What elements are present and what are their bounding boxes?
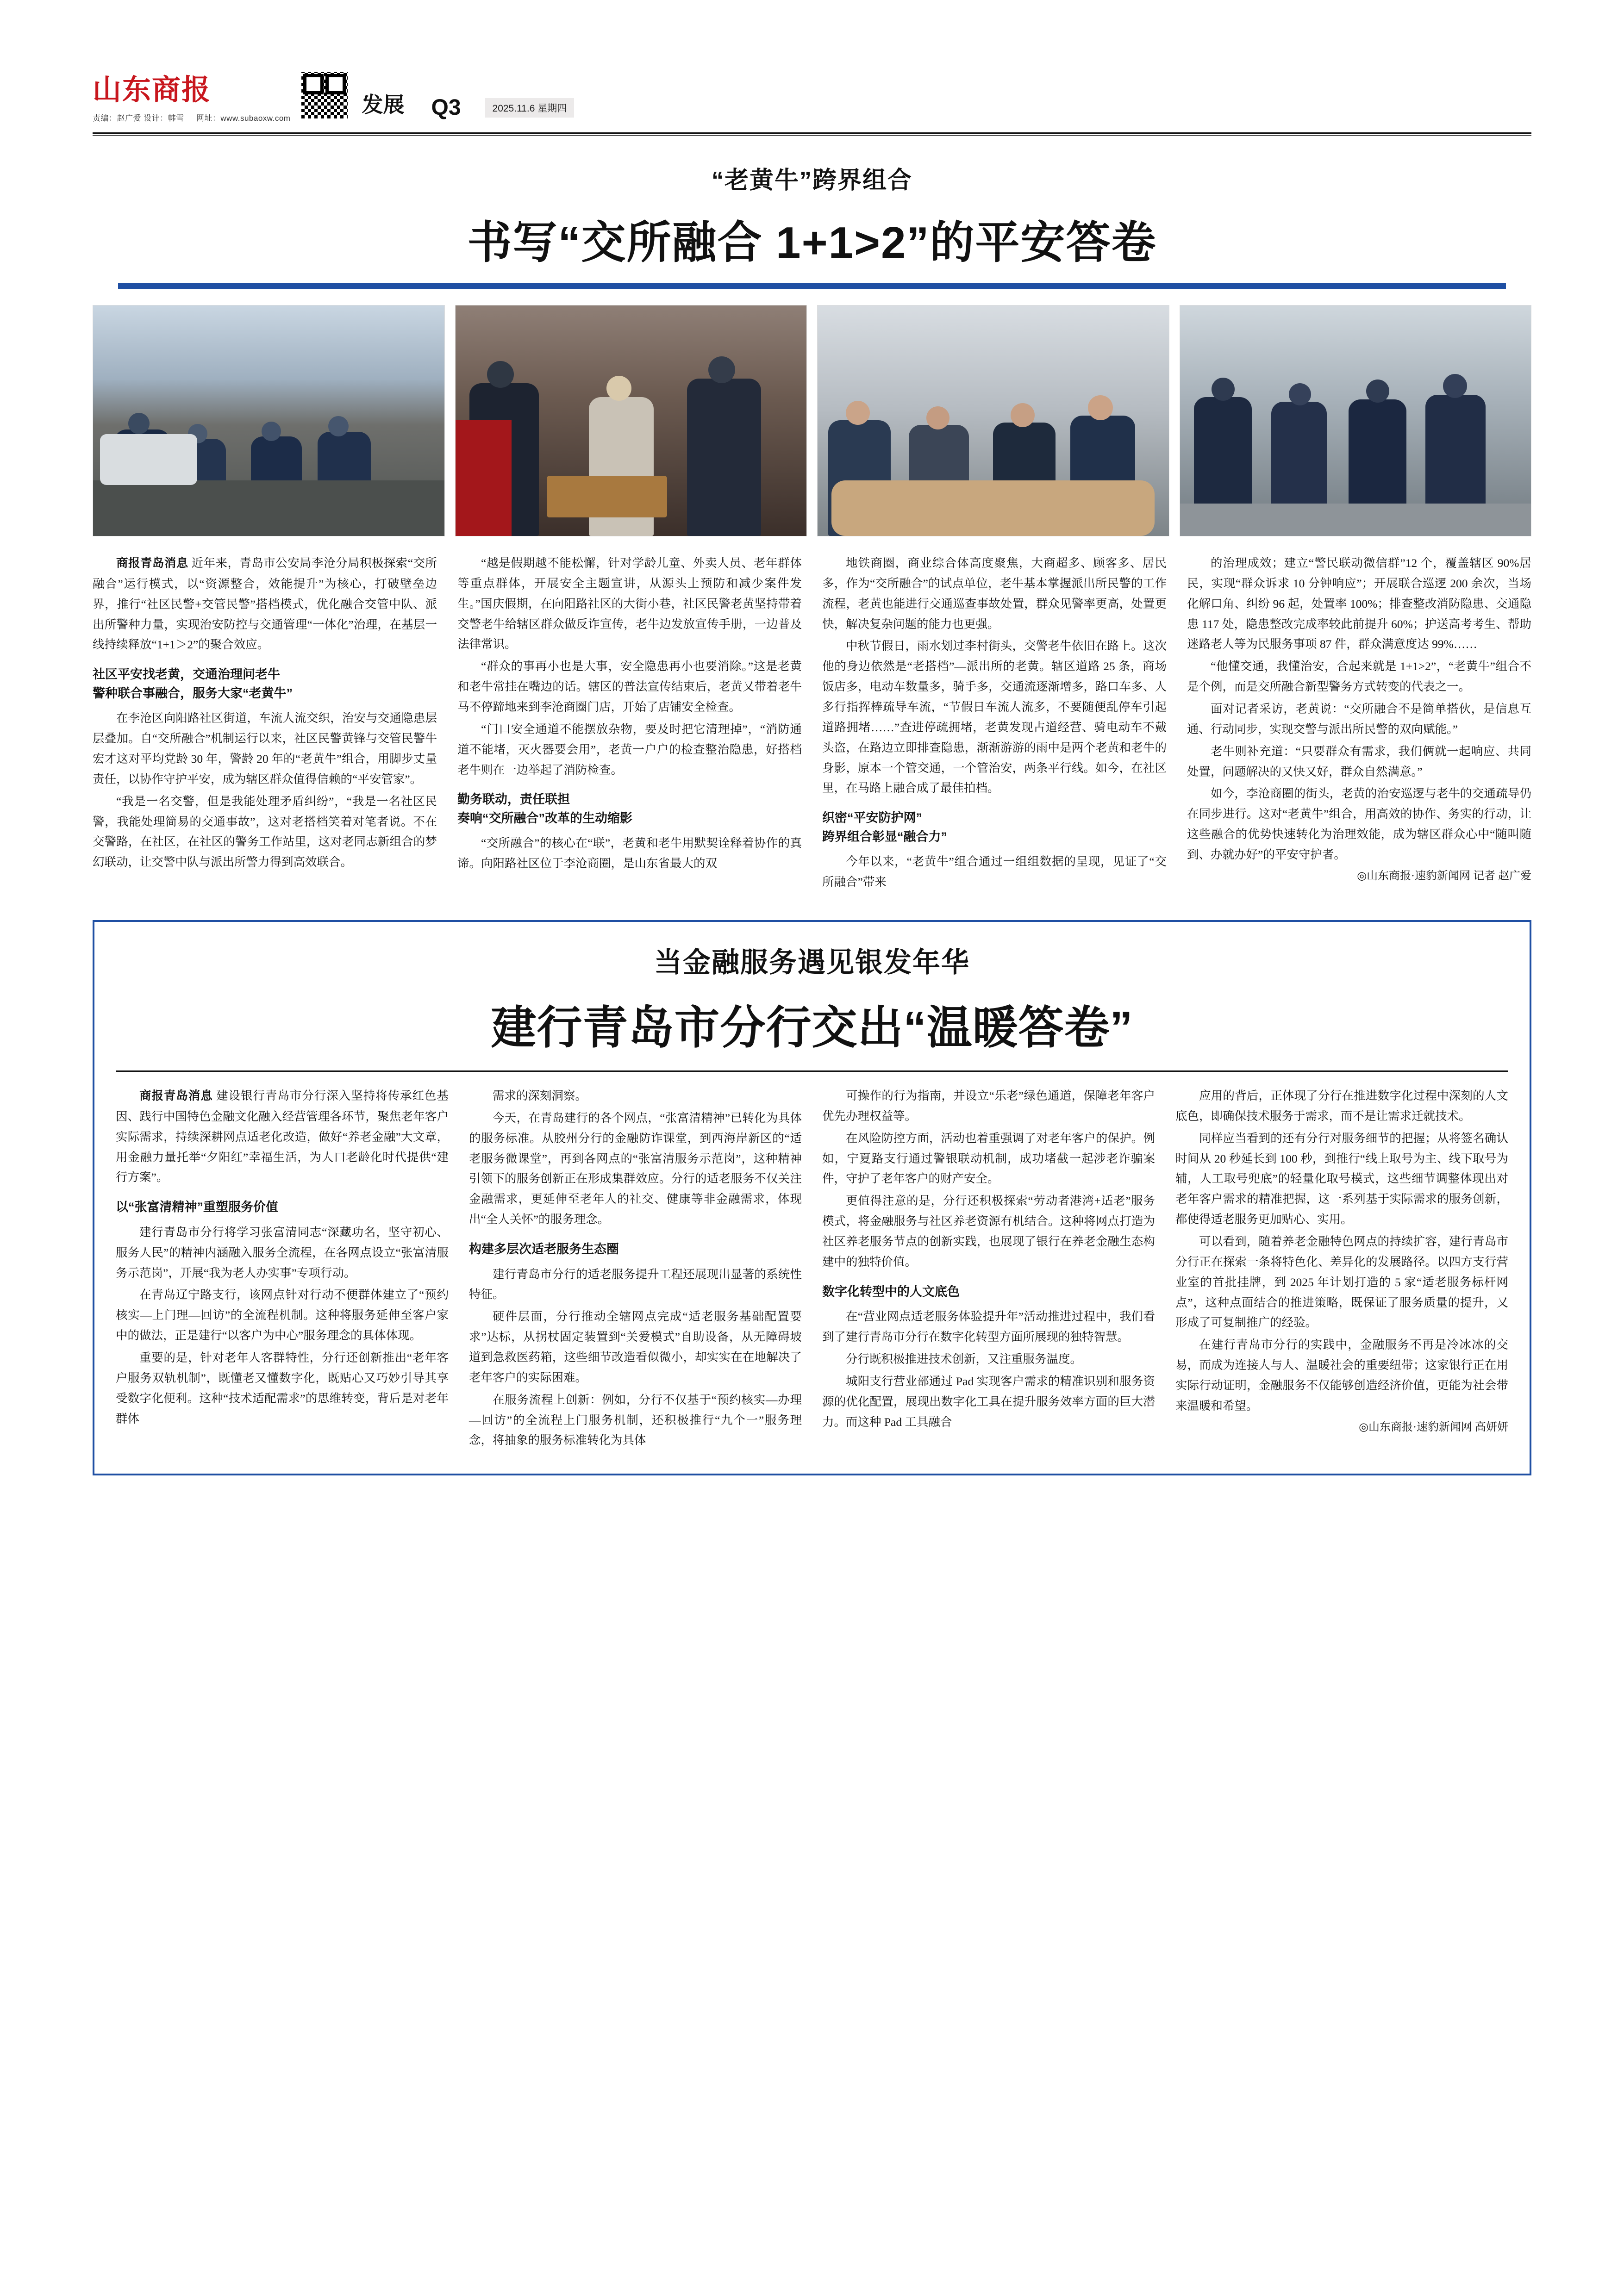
article2-headline: 建行青岛市分行交出“温暖答卷”: [491, 1002, 1133, 1053]
headline-underline: [118, 283, 1506, 289]
masthead-credits: [93, 112, 290, 123]
paragraph: “他懂交通，我懂治安，合起来就是 1+1>2”，“老黄牛”组合不是个例，而是交所融合新型警务方式转变的代表之一。: [1187, 660, 1531, 694]
publication-date: 2025.11.6 星期四: [485, 98, 575, 118]
newspaper-logo: [93, 75, 290, 123]
paragraph: “群众的事再小也是大事，安全隐患再小也要消除。”这是老黄和老牛常挂在嘴边的话。辖区的普法宣传结束后，老黄又带着老牛马不停蹄地来到李沧商圈门店，开始了店铺安全检查。: [457, 660, 802, 714]
paragraph: 在风险防控方面，活动也着重强调了对老年客户的保护。例如，宁夏路支行通过警银联动机制，成功堵截一起涉老诈骗案件，守护了老年客户的财产安全。: [822, 1131, 1155, 1186]
paragraph: 商报青岛消息 建设银行青岛市分行深入坚持将传承红色基因、践行中国特色金融文化融入经营管理各环节，聚焦老年客户实际需求，持续深耕网点适老化改造，做好“养老金融”大文章，用金融力量托举“夕阳红”幸福生活，为人口老龄化时代提供“建行方案”。: [116, 1089, 449, 1184]
article2-column-1: [116, 1086, 449, 1452]
article1-column-2: [457, 553, 802, 894]
paragraph: 如今，李沧商圈的街头，老黄的治安巡逻与老牛的交通疏导仍在同步进行。这对“老黄牛”组合，用高效的协作、务实的行动，让这些融合的优势快速转化为治理效能，成为辖区群众心中“随叫随到、办就办好”的平安守护者。: [1187, 787, 1531, 862]
dateline-label: 商报青岛消息: [139, 1089, 213, 1103]
article2-byline: ◎山东商报·速豹新闻网 高妍妍: [1359, 1421, 1508, 1433]
article2-container: [93, 920, 1531, 1475]
article2-subhead-1: 以“张富清精神”重塑服务价值: [116, 1200, 278, 1214]
article1-byline: ◎山东商报·速豹新闻网 记者 赵广爱: [1357, 870, 1531, 882]
article1-shoulder: “老黄牛”跨界组合: [711, 167, 912, 194]
paragraph: 建行青岛市分行的适老服务提升工程还展现出显著的系统性特征。: [469, 1267, 802, 1301]
photo-meeting-room: [817, 305, 1169, 536]
photo-mall-patrol: [1180, 305, 1532, 536]
article2-body: [116, 1086, 1508, 1452]
article1-subhead-2: 勤务联动，责任联担 奏响“交所融合”改革的生动缩影: [457, 792, 632, 825]
paragraph: “越是假期越不能松懈，针对学龄儿童、外卖人员、老年群体等重点群体，开展安全主题宣讲，从源头上预防和减少案件发生。”国庆假期，在向阳路社区的大街小巷，社区民警老黄坚持带着交警老牛给辖区群众做反诈宣传，老牛边发放宣传手册，一边普及法律常识。: [457, 556, 802, 651]
paragraph: 同样应当看到的还有分行对服务细节的把握；从将签名确认时间从 20 秒延长到 100 秒，到推行“线上取号为主、线下取号为辅，人工取号兜底”的轻量化取号模式，这些细节调整体现出对老年客户需求的精准把握，这一系列基于实际需求的服务创新，都使得适老服务更加贴心、实用。: [1175, 1131, 1508, 1226]
paragraph: 在建行青岛市分行的实践中，金融服务不再是冷冰冰的交易，而成为连接人与人、温暖社会的重要纽带；这家银行正在用实际行动证明，金融服务不仅能够创造经济价值，更能为社会带来温暖和希望。: [1175, 1338, 1508, 1412]
article2-column-3: [822, 1086, 1155, 1452]
paragraph: 今年以来，“老黄牛”组合通过一组组数据的呈现，见证了“交所融合”带来: [822, 855, 1167, 889]
paragraph: 应用的背后，正体现了分行在推进数字化过程中深刻的人文底色，即确保技术服务于需求，而不是让需求迁就技术。: [1175, 1089, 1508, 1123]
article2-shoulder: 当金融服务遇见银发年华: [654, 947, 970, 978]
paragraph: 地铁商圈，商业综合体高度聚焦，大商超多、顾客多、居民多，作为“交所融合”的试点单位，老牛基本掌握派出所民警的工作流程，老黄也能进行交通巡查事故处置，群众见警率更高，处置更快，解决复杂问题的能力也更强。: [822, 556, 1167, 631]
article1-column-1: [93, 553, 437, 894]
photo-shop-inspection: [455, 305, 807, 536]
paragraph: 在李沧区向阳路社区街道，车流人流交织，治安与交通隐患层层叠加。自“交所融合”机制运行以来，社区民警黄锋与交管民警牛宏才这对平均党龄 30 年，警龄 20 年的“老黄牛”组合，用脚步丈量责任，以协作守护平安，成为辖区群众值得信赖的“平安管家”。: [93, 711, 437, 786]
paragraph: 可操作的行为指南，并设立“乐老”绿色通道，保障老年客户优先办理权益等。: [822, 1089, 1155, 1123]
paragraph: 在服务流程上创新：例如，分行不仅基于“预约核实—办理—回访”的全流程上门服务机制，还积极推行“九个一”服务理念，将抽象的服务标准转化为具体: [469, 1393, 802, 1447]
paragraph: 今天，在青岛建行的各个网点，“张富清精神”已转化为具体的服务标准。从胶州分行的金融防诈课堂，到西海岸新区的“适老服务微课堂”，再到各网点的“张富清服务示范岗”，这种精神引领下的服务创新正在形成集群效应。分行的适老服务不仅关注金融需求，更延伸至老年人的社交、健康等非金融需求，体现出“全人关怀”的服务理念。: [469, 1111, 802, 1226]
masthead-website: 网址：www.subaoxw.com: [196, 114, 291, 123]
paragraph: “门口安全通道不能摆放杂物，要及时把它清理掉”，“消防通道不能堵，灭火器要会用”，老黄一户户的检查整治隐患，好搭档老牛则在一边举起了消防检查。: [457, 722, 802, 777]
article1-subhead-1: 社区平安找老黄，交通治理问老牛 警种联合事融合，服务大家“老黄牛”: [93, 667, 293, 700]
masthead-divider-thin: [93, 135, 1531, 136]
article2-column-2: [469, 1086, 802, 1452]
masthead: [93, 69, 1531, 130]
qr-code-icon[interactable]: [299, 69, 350, 121]
paragraph: 中秋节假日，雨水划过李村街头，交警老牛依旧在路上。这次他的身边依然是“老搭档”—派出所的老黄。辖区道路 25 条，商场饭店多，电动车数量多，骑手多，交通流逐渐增多，路口车多、人多行指挥棒疏导车流，“节假日车流人流多，不要随便乱停车引起道路拥堵……”查进停疏拥堵，老黄发现占道经营、骑电动车不戴头盗，在路边立即排查隐患，渐渐游游的雨中是两个老黄和老牛的身影，原本一个管交通，一个管治安，两条平行线。如今，在社区里，在马路上融合成了最佳拍档。: [822, 639, 1167, 795]
article1-photo-row: [93, 305, 1531, 536]
paragraph: “我是一名交警，但是我能处理矛盾纠纷”，“我是一名社区民警，我能处理简易的交通事故”，这对老搭档笑着对笔者说。不在交警路，在社区，在社区的警务工作站里，这对老同志新组合的梦幻联动，让交警中队与派出所警力得到高效联合。: [93, 794, 437, 869]
paragraph: 城阳支行营业部通过 Pad 实现客户需求的精准识别和服务资源的优化配置，展现出数字化工具在提升服务效率方面的巨大潜力。而这种 Pad 工具融合: [822, 1374, 1155, 1429]
dateline-label: 商报青岛消息: [116, 557, 188, 570]
article1-column-4: [1187, 553, 1531, 894]
paragraph: “交所融合”的核心在“联”，老黄和老牛用默契诠释着协作的真谛。向阳路社区位于李沧商圈，是山东省最大的双: [457, 836, 802, 871]
paragraph: 重要的是，针对老年人客群特性，分行还创新推出“老年客户服务双轨机制”，既懂老又懂数字化，既贴心又巧妙引导其享受数字化便利。这种“技术适配需求”的思维转变，背后是对老年群体: [116, 1350, 449, 1425]
paragraph: 老牛则补充道：“只要群众有需求，我们俩就一起响应、共同处置，问题解决的又快又好，群众自然满意。”: [1187, 744, 1531, 778]
paragraph: 建行青岛市分行将学习张富清同志“深藏功名，坚守初心、服务人民”的精神内涵融入服务全流程，在各网点设立“张富清服务示范岗”，开展“我为老人办实事”专项行动。: [116, 1225, 449, 1280]
paragraph: 商报青岛消息 近年来，青岛市公安局李沧分局积极探索“交所融合”运行模式，以“资源整合，效能提升”为核心，打破壁垒边界，推行“社区民警+交管民警”搭档模式，优化融合交管中队、派出所警种力量，实现治安防控与交通管理“一体化”治理，在基层一线持续释放“1+1＞2”的聚合效应。: [93, 556, 437, 652]
paragraph: 的治理成效；建立“警民联动微信群”12 个，覆盖辖区 90%居民，实现“群众诉求 10 分钟响应”；开展联合巡逻 200 余次，当场化解口角、纠纷 96 起，处置率 100%；排查整改消防隐患、交通隐患 117 处，隐患整改完成率较此前提升 60%；护送高考考生、帮助迷路老人等为民服务事项 87 件，群众满意度达 99%……: [1187, 556, 1531, 651]
newspaper-title: 山东商报: [93, 74, 212, 106]
page-number: Q3: [431, 95, 461, 120]
article2-column-4: [1175, 1086, 1508, 1452]
masthead-editor: 责编：赵广爱 设计：韩雪: [93, 114, 184, 123]
paragraph: 硬件层面，分行推动全辖网点完成“适老服务基础配置要求”达标，从拐杖固定装置到“关爱模式”自助设备，从无障碍坡道到急救医药箱，这些细节改造看似微小，却实实在在地解决了老年客户的实际困难。: [469, 1310, 802, 1384]
paragraph: 面对记者采访，老黄说：“交所融合不是简单搭伙，是信息互通、行动同步，实现交警与派出所民警的双向赋能。”: [1187, 702, 1531, 736]
article1-body: [93, 553, 1531, 894]
masthead-divider: [93, 132, 1531, 134]
paragraph: 在“营业网点适老服务体验提升年”活动推进过程中，我们看到了建行青岛市分行在数字化转型方面所展现的独特智慧。: [822, 1310, 1155, 1344]
article1-subhead-3: 织密“平安防护网” 跨界组合彰显“融合力”: [822, 811, 947, 844]
section-name: 发展: [362, 93, 405, 117]
article2-divider: [116, 1070, 1508, 1072]
paragraph: 在青岛辽宁路支行，该网点针对行动不便群体建立了“预约核实—上门理—回访”的全流程机制。这种将服务延伸至客户家中的做法，正是建行“以客户为中心”服务理念的具体体现。: [116, 1288, 449, 1343]
article1-column-3: [822, 553, 1167, 894]
article2-subhead-3: 数字化转型中的人文底色: [822, 1284, 960, 1299]
paragraph: 可以看到，随着养老金融特色网点的持续扩容，建行青岛市分行正在探索一条将特色化、差异化的发展路径。以四方支行营业室的首批挂牌，到 2025 年计划打造的 5 家“适老服务标杆网点”，这种点面结合的推进策略，既保证了服务质量的提升，又形成了可复制推广的经验。: [1175, 1235, 1508, 1330]
paragraph: 分行既积极推进技术创新，又注重服务温度。: [846, 1352, 1082, 1366]
article2-subhead-2: 构建多层次适老服务生态圈: [469, 1242, 619, 1257]
paragraph: 更值得注意的是，分行还积极探索“劳动者港湾+适老”服务模式，将金融服务与社区养老资源有机结合。这种将网点打造为社区养老服务节点的创新实践，也展现了银行在养老金融生态构建中的独特价值。: [822, 1194, 1155, 1269]
paragraph: 需求的深刻洞察。: [493, 1089, 587, 1103]
article1-headline: 书写“交所融合 1+1>2”的平安答卷: [467, 218, 1157, 268]
photo-street-patrol: [93, 305, 445, 536]
